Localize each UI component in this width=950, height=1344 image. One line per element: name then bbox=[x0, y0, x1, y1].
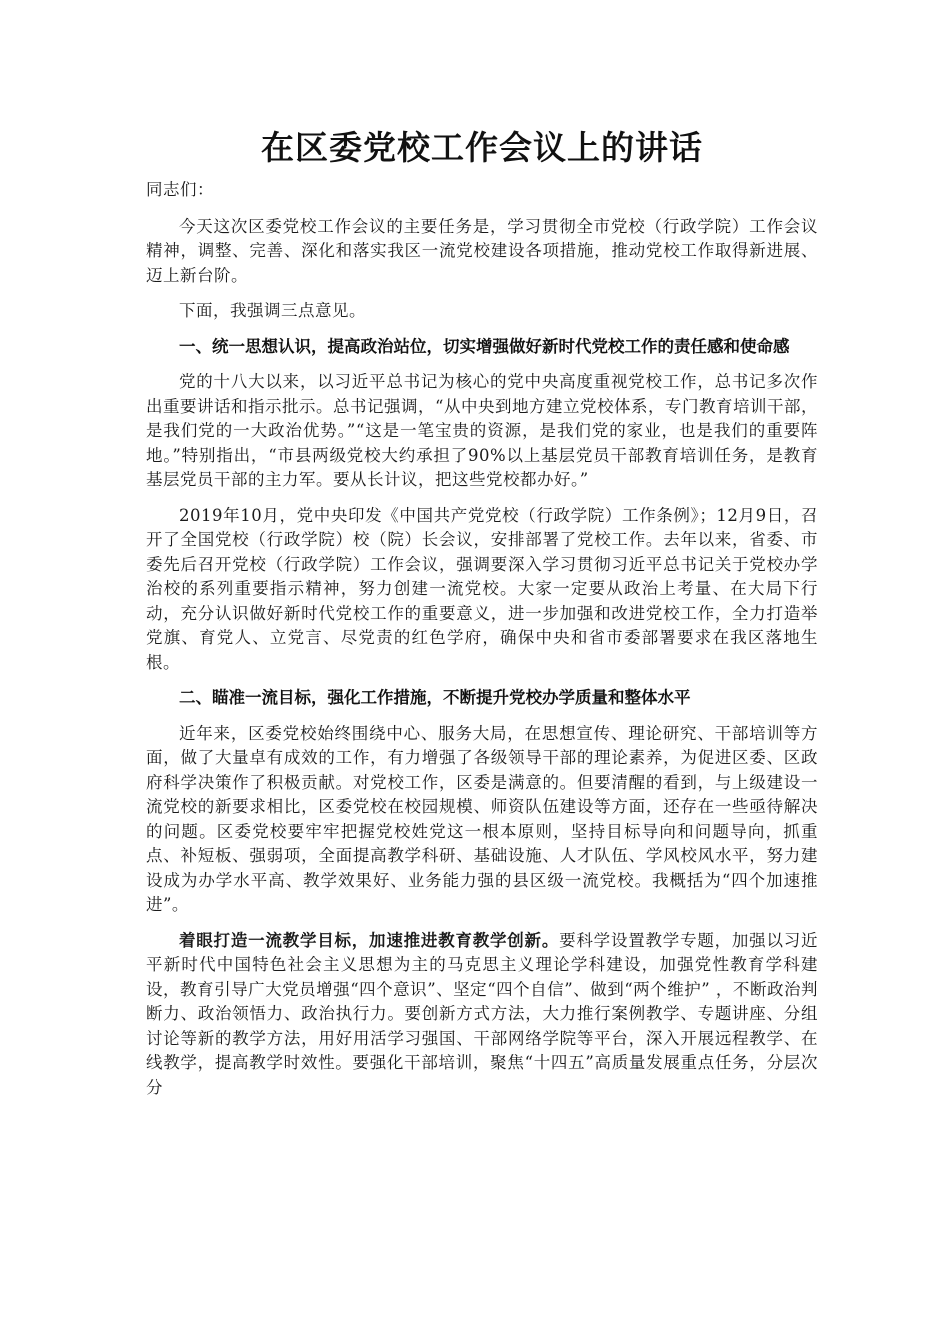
section-2-point-1 bbox=[146, 929, 818, 1101]
document-page bbox=[146, 120, 818, 1111]
document-title: 在区委党校工作会议上的讲话 bbox=[261, 128, 703, 167]
section-1-paragraph-2: 2019年10月，党中央印发《中国共产党党校（行政学院）工作条例》；12月9日，召开了全国党校（行政学院）校（院）长会议，安排部署了党校工作。去年以来，省委、市委先后召开党校（行政学院）工作会议，强调要深入学习贯彻习近平总书记关于党校办学治校的系列重要指示精神，努力创建一流党校。大家一定要从政治上考量、在大局下行动，充分认识做好新时代党校工作的重要意义，进一步加强和改进党校工作，全力打造举党旗、育党人、立党言、尽党责的红色学府，确保中央和省市委部署要求在我区落地生根。 bbox=[146, 505, 818, 672]
salutation: 同志们： bbox=[146, 180, 214, 199]
section-2-heading: 二、瞄准一流目标，强化工作措施，不断提升党校办学质量和整体水平 bbox=[179, 688, 691, 707]
intro-paragraph-1: 今天这次区委党校工作会议的主要任务是，学习贯彻全市党校（行政学院）工作会议精神，调整、完善、深化和落实我区一流党校建设各项措施，推动党校工作取得新进展、迈上新台阶。 bbox=[146, 216, 818, 285]
section-1-heading: 一、统一思想认识，提高政治站位，切实增强做好新时代党校工作的责任感和使命感 bbox=[179, 336, 790, 356]
intro-paragraph-2: 下面，我强调三点意见。 bbox=[179, 301, 366, 320]
section-2-paragraph-1: 近年来，区委党校始终围绕中心、服务大局，在思想宣传、理论研究、干部培训等方面，做了大量卓有成效的工作，有力增强了各级领导干部的理论素养，为促进区委、区政府科学决策作了积极贡献。对党校工作，区委是满意的。但要清醒的看到，与上级建设一流党校的新要求相比，区委党校在校园规模、师资队伍建设等方面，还存在一些亟待解决的问题。区委党校要牢牢把握党校姓党这一根本原则，坚持目标导向和问题导向，抓重点、补短板、强弱项，全面提高教学科研、基础设施、人才队伍、学风校风水平，努力建设成为办学水平高、教学效果好、业务能力强的县区级一流党校。我概括为“四个加速推进”。 bbox=[146, 723, 818, 914]
section-2-point-1-lead: 着眼打造一流教学目标，加速推进教育教学创新。 bbox=[179, 930, 560, 950]
section-2-point-1-body: 要科学设置教学专题，加强以习近平新时代中国特色社会主义思想为主的马克思主义理论学科建设，加强党性教育学科建设，教育引导广大党员增强“四个意识”、坚定“四个自信”、做到“两个维护” ，不断政治判断力、政治领悟力、政治执行力。要创新方式方法，大力推行案例教学、专题讲座、分组讨论等新的教学方法，用好用活学习强国、干部网络学院等平台，深入开展远程教学、在线教学，提高教学时效性。要强化干部培训，聚焦“十四五”高质量发展重点任务，分层次分 bbox=[146, 930, 819, 1097]
section-1-paragraph-1: 党的十八大以来，以习近平总书记为核心的党中央高度重视党校工作，总书记多次作出重要讲话和指示批示。总书记强调，“从中央到地方建立党校体系，专门教育培训干部，是我们党的一大政治优势。”“这是一笔宝贵的资源，是我们党的家业，也是我们的重要阵地。”特别指出，“市县两级党校大约承担了90%以上基层党员干部教育培训任务，是教育基层党员干部的主力军。要从长计议，把这些党校都办好。” bbox=[146, 372, 818, 489]
